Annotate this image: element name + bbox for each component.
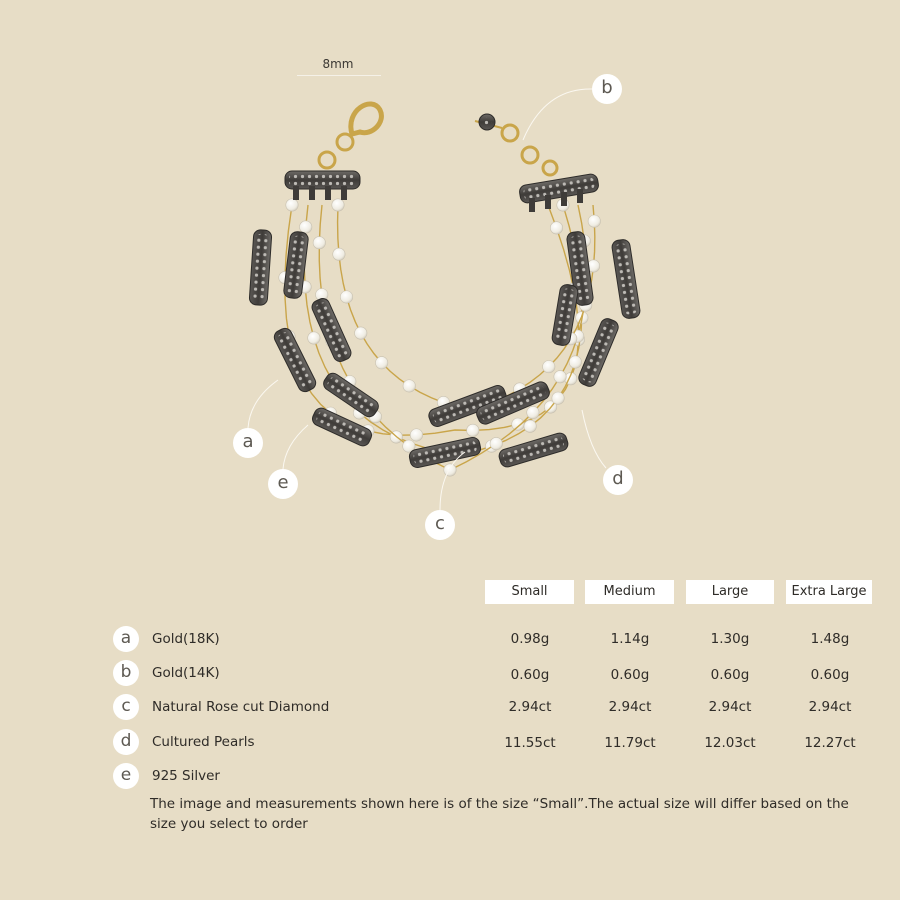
- pearl: [333, 248, 345, 260]
- leader-line-e: [283, 425, 308, 469]
- diamond-bar: [408, 436, 482, 469]
- pearl: [313, 237, 325, 249]
- cell-gold-14k-small: 0.60g: [510, 667, 550, 683]
- pearl: [543, 360, 555, 372]
- pearl: [375, 357, 387, 369]
- cell-diamond-extra-large: 2.94ct: [808, 699, 852, 715]
- row-badge-a: a: [113, 626, 139, 652]
- row-name-925-silver: 925 Silver: [152, 768, 220, 784]
- diamond-bar: [577, 317, 621, 389]
- row-badge-c: c: [113, 694, 139, 720]
- cell-diamond-small: 2.94ct: [508, 699, 552, 715]
- row-name-gold-18k: Gold(18K): [152, 631, 220, 647]
- pearl: [286, 199, 298, 211]
- row-name-cultured-pearls: Cultured Pearls: [152, 734, 255, 750]
- jump-ring: [502, 125, 518, 141]
- diamond-bar: [497, 431, 569, 468]
- leader-line-b: [523, 89, 592, 140]
- size-disclaimer: The image and measurements shown here is of the size “Small”.The actual size will differ based on the size you select to order: [150, 796, 849, 832]
- row-badge-b: b: [113, 660, 139, 686]
- callout-c: c: [425, 510, 455, 540]
- pearl: [524, 420, 536, 432]
- end-bar-loop: [293, 186, 299, 200]
- end-bar-loop: [577, 189, 583, 203]
- pearl: [332, 199, 344, 211]
- pearl: [554, 371, 566, 383]
- scale-label: 8mm: [322, 57, 354, 71]
- cell-gold-18k-large: 1.30g: [710, 631, 750, 647]
- cell-gold-14k-extra-large: 0.60g: [810, 667, 850, 683]
- end-bar-loop: [529, 198, 535, 212]
- end-bar-loop: [341, 186, 347, 200]
- row-badge-e: e: [113, 763, 139, 789]
- diamond-bar: [310, 296, 353, 363]
- row-name-gold-14k: Gold(14K): [152, 665, 220, 681]
- pearl: [588, 215, 600, 227]
- cell-pearls-medium: 11.79ct: [604, 735, 656, 751]
- callout-e: e: [268, 469, 298, 499]
- pearl: [403, 380, 415, 392]
- jump-ring: [522, 147, 538, 163]
- pearl: [527, 406, 539, 418]
- end-bar-loop: [309, 186, 315, 200]
- cell-diamond-medium: 2.94ct: [608, 699, 652, 715]
- size-header-small: Small: [485, 580, 574, 604]
- pearl: [552, 392, 564, 404]
- lobster-clasp: [351, 104, 382, 134]
- cell-diamond-large: 2.94ct: [708, 699, 752, 715]
- cell-pearls-large: 12.03ct: [704, 735, 756, 751]
- end-bar-loop: [545, 195, 551, 209]
- row-name-rose-cut-diamond: Natural Rose cut Diamond: [152, 699, 330, 715]
- cell-gold-18k-small: 0.98g: [510, 631, 550, 647]
- cell-pearls-extra-large: 12.27ct: [804, 735, 856, 751]
- pearl: [550, 222, 562, 234]
- pearl: [490, 437, 502, 449]
- pearl: [308, 332, 320, 344]
- pearl: [340, 291, 352, 303]
- row-badge-d: d: [113, 729, 139, 755]
- diamond-bar: [611, 239, 641, 320]
- size-header-extra-large: Extra Large: [786, 580, 872, 604]
- jump-ring: [543, 161, 557, 175]
- cell-gold-14k-medium: 0.60g: [610, 667, 650, 683]
- pearl: [410, 429, 422, 441]
- pearl: [355, 327, 367, 339]
- size-header-medium: Medium: [585, 580, 674, 604]
- pearl: [512, 418, 524, 430]
- size-header-large: Large: [686, 580, 774, 604]
- diamond-bar: [249, 229, 272, 305]
- callout-d: d: [603, 465, 633, 495]
- callout-a: a: [233, 428, 263, 458]
- end-bar-loop: [561, 192, 567, 206]
- cell-pearls-small: 11.55ct: [504, 735, 556, 751]
- cell-gold-18k-medium: 1.14g: [610, 631, 650, 647]
- diamond-bead-pave: [482, 117, 492, 127]
- jump-ring: [319, 152, 335, 168]
- pearl: [569, 356, 581, 368]
- pearl: [300, 221, 312, 233]
- callout-b: b: [592, 74, 622, 104]
- pearl: [467, 424, 479, 436]
- leader-line-a: [248, 380, 278, 428]
- pearl: [444, 464, 456, 476]
- end-bar-loop: [325, 186, 331, 200]
- cell-gold-14k-large: 0.60g: [710, 667, 750, 683]
- cell-gold-18k-extra-large: 1.48g: [810, 631, 850, 647]
- leader-line-d: [582, 410, 606, 468]
